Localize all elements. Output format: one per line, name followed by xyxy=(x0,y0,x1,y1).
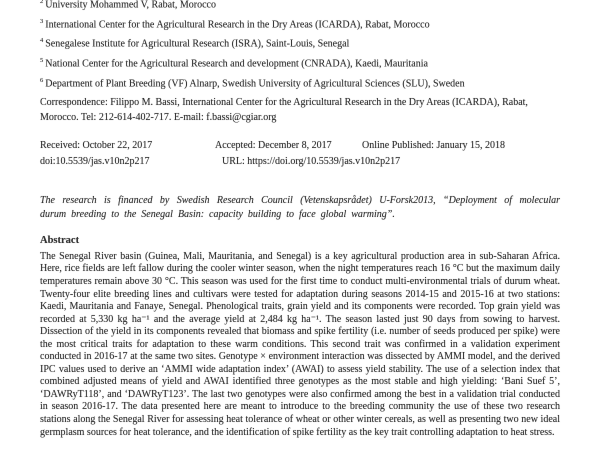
dates-row xyxy=(40,139,560,153)
affiliation-item xyxy=(40,73,560,93)
affiliation-item xyxy=(40,53,560,73)
online-published-date: Online Published: January 15, 2018 xyxy=(362,139,506,151)
affiliation-marker: 3 xyxy=(40,17,44,25)
affiliation-text: University Mohammed V, Rabat, Morocco xyxy=(45,0,216,11)
affiliation-marker: 5 xyxy=(40,57,44,65)
identifiers-row xyxy=(40,155,560,169)
correspondence-text: Correspondence: Filippo M. Bassi, International Center for the Agricultural Research in the Dry Areas (ICARDA), Rabat, Morocco. Tel: 212-614-402-717. E-mail: f.bassi@cgiar.org xyxy=(40,96,528,123)
affiliation-item xyxy=(40,0,560,14)
affiliation-marker: 4 xyxy=(40,37,44,45)
doi-text: doi:10.5539/jas.v10n2p217 xyxy=(40,155,150,167)
affiliation-text: Department of Plant Breeding (VF) Alnarp, Swedish University of Agricultural Sciences (SLU), Sweden xyxy=(45,78,465,90)
received-date: Received: October 22, 2017 xyxy=(40,139,153,151)
affiliation-item xyxy=(40,14,560,34)
affiliation-text: International Center for the Agricultural Research in the Dry Areas (ICARDA), Rabat, Morocco xyxy=(45,19,430,31)
funding-note: The research is financed by Swedish Research Council (Vetenskapsrådet) U-Forsk2013, “Deployment of molecular durum breeding to the Senegal Basin: capacity building to face global warming”. xyxy=(40,194,560,221)
affiliation-item xyxy=(40,33,560,53)
affiliation-text: National Center for the Agricultural Research and development (CNRADA), Kaedi, Mauritania xyxy=(45,58,428,70)
affiliation-text: Senegalese Institute for Agricultural Research (ISRA), Saint-Louis, Senegal xyxy=(45,38,350,50)
abstract-text: The Senegal River basin (Guinea, Mali, Mauritania, and Senegal) is a key agricultural production area in sub-Saharan Africa. Here, rice fields are left fallow during the cooler winter season, when the night temperatures reach 16 °C but the maximum daily temperatures remain above 30 °C. This season was used for the first time to conduct multi-environmental trials of durum wheat. Twenty-four elite breeding lines and cultivars were tested for adaptation during seasons 2014-15 and 2015-16 at two stations: Kaedi, Mauritania and Fanaye, Senegal. Phenological traits, grain yield and its components were recorded. Top grain yield was recorded at 5,330 kg ha⁻¹ and the average yield at 2,484 kg ha⁻¹. The season lasted just 90 days from sowing to harvest. Dissection of the yield in its components revealed that biomass and spike fertility (i.e. number of seeds produced per spike) were the most critical traits for adaptation to these warm conditions. This second trait was confirmed in a validation experiment conducted in 2016-17 at the same two sites. Genotype × environment interaction was dissected by AMMI model, and the derived IPC values used to derive an ‘AMMI wide adaptation index’ (AWAI) to assess yield stability. The use of a selection index that combined adjusted means of yield and AWAI identified three genotypes as the most stable and high yielding: ‘Bani Suef 5’, ‘DAWRyT118’, and ‘DAWRyT123’. The last two genotypes were also confirmed among the best in a validation trial conducted in season 2016-17. The data presented here are meant to introduce to the breeding community the use of these two research stations along the Senegal River for assessing heat tolerance of wheat or other winter cereals, as well as presenting two new ideal germplasm sources for heat tolerance, and the identification of spike fertility as the key trait controlling adaptation to heat stress. xyxy=(40,250,560,438)
affiliations-list xyxy=(40,0,560,93)
accepted-date: Accepted: December 8, 2017 xyxy=(215,139,332,151)
url-text: URL: https://doi.org/10.5539/jas.v10n2p217 xyxy=(222,155,401,167)
abstract-heading: Abstract xyxy=(40,234,80,246)
affiliation-marker: 6 xyxy=(40,76,44,84)
affiliation-marker: 2 xyxy=(40,0,44,5)
